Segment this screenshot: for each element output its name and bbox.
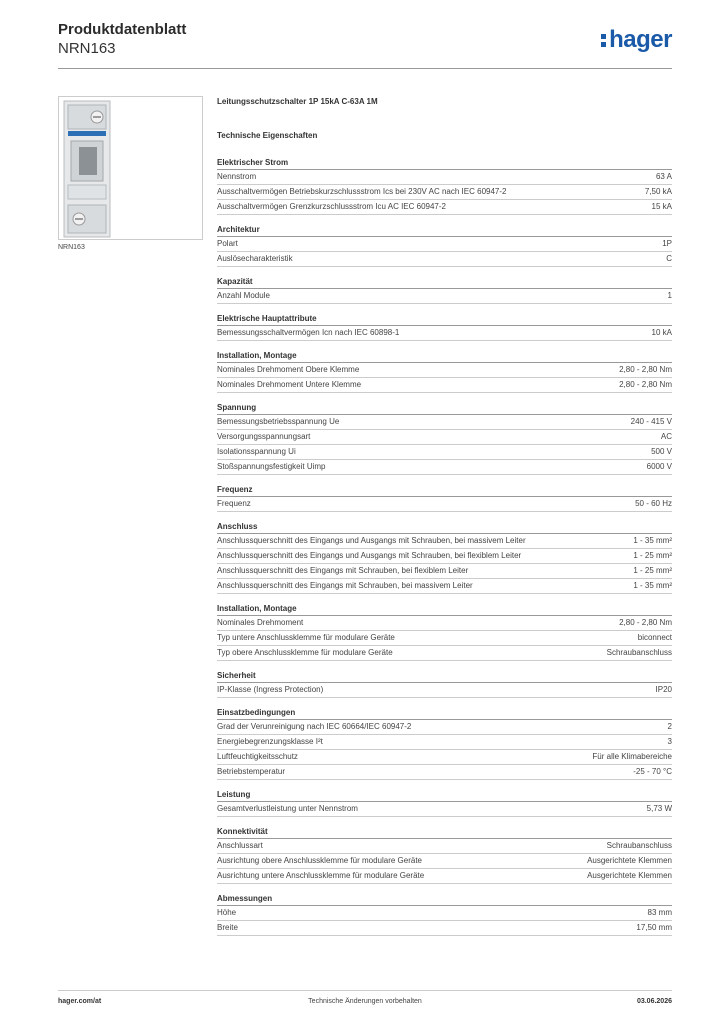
spec-content [217, 97, 672, 945]
header-divider [58, 68, 672, 69]
spec-value: 7,50 kA [644, 187, 672, 196]
spec-row [217, 839, 672, 854]
spec-section [217, 603, 672, 661]
spec-row [217, 921, 672, 936]
spec-row [217, 549, 672, 564]
spec-value: 2 [667, 722, 672, 731]
spec-label: Anschlussart [217, 841, 263, 850]
spec-value: Schraubanschluss [606, 841, 672, 850]
spec-section [217, 350, 672, 393]
spec-label: Nominales Drehmoment Untere Klemme [217, 380, 362, 389]
spec-section [217, 789, 672, 817]
spec-value: 1 [667, 291, 672, 300]
spec-row [217, 646, 672, 661]
spec-value: 50 - 60 Hz [635, 499, 672, 508]
product-code: NRN163 [58, 40, 116, 57]
product-name: Leitungsschutzschalter 1P 15kA C-63A 1M [217, 97, 378, 106]
section-title: Installation, Montage [217, 603, 672, 616]
section-title: Kapazität [217, 276, 672, 289]
spec-label: Isolationsspannung Ui [217, 447, 296, 456]
spec-label: IP-Klasse (Ingress Protection) [217, 685, 324, 694]
spec-value: Schraubanschluss [606, 648, 672, 657]
spec-row [217, 720, 672, 735]
spec-value: 2,80 - 2,80 Nm [619, 618, 672, 627]
spec-value: 10 kA [651, 328, 672, 337]
spec-row [217, 237, 672, 252]
spec-row [217, 765, 672, 780]
spec-value: 1 - 25 mm² [633, 566, 672, 575]
spec-value: 17,50 mm [636, 923, 672, 932]
spec-value: Ausgerichtete Klemmen [587, 856, 672, 865]
section-title: Leistung [217, 789, 672, 802]
spec-value: 500 V [651, 447, 672, 456]
spec-value: 1 - 35 mm² [633, 536, 672, 545]
spec-section [217, 707, 672, 780]
spec-label: Nominales Drehmoment [217, 618, 304, 627]
spec-label: Höhe [217, 908, 237, 917]
page-title: Produktdatenblatt [58, 21, 187, 38]
section-title: Abmessungen [217, 893, 672, 906]
spec-value: 15 kA [651, 202, 672, 211]
spec-label: Frequenz [217, 499, 251, 508]
spec-label: Grad der Verunreinigung nach IEC 60664/IEC 60947-2 [217, 722, 412, 731]
footer-date: 03.06.2026 [636, 998, 672, 1005]
spec-label: Luftfeuchtigkeitsschutz [217, 752, 298, 761]
spec-section [217, 402, 672, 475]
footer-website-link[interactable]: hager.com/at [58, 998, 102, 1005]
footer-disclaimer: Technische Änderungen vorbehalten [308, 998, 422, 1005]
spec-row [217, 750, 672, 765]
spec-value: AC [660, 432, 672, 441]
spec-label: Anschlussquerschnitt des Eingangs und Ausgangs mit Schrauben, bei flexiblem Leiter [217, 551, 522, 560]
spec-value: Für alle Klimabereiche [592, 752, 672, 761]
spec-value: 2,80 - 2,80 Nm [619, 365, 672, 374]
spec-value: biconnect [637, 633, 672, 642]
spec-row [217, 289, 672, 304]
product-image [58, 96, 203, 240]
spec-row [217, 906, 672, 921]
spec-row [217, 200, 672, 215]
spec-value: 83 mm [647, 908, 672, 917]
tech-heading: Technische Eigenschaften [217, 131, 318, 140]
spec-label: Auslösecharakteristik [217, 254, 293, 263]
spec-row [217, 579, 672, 594]
spec-value: 6000 V [646, 462, 672, 471]
spec-value: IP20 [655, 685, 672, 694]
spec-section [217, 157, 672, 215]
spec-section [217, 893, 672, 936]
spec-value: 2,80 - 2,80 Nm [619, 380, 672, 389]
section-title: Anschluss [217, 521, 672, 534]
spec-sections [217, 157, 672, 936]
hager-logo [601, 26, 672, 54]
section-title: Elektrische Hauptattribute [217, 313, 672, 326]
section-title: Frequenz [217, 484, 672, 497]
spec-label: Ausschaltvermögen Betriebskurzschlussstrom Ics bei 230V AC nach IEC 60947-2 [217, 187, 507, 196]
spec-label: Anschlussquerschnitt des Eingangs mit Schrauben, bei massivem Leiter [217, 581, 473, 590]
section-title: Spannung [217, 402, 672, 415]
section-title: Sicherheit [217, 670, 672, 683]
spec-row [217, 252, 672, 267]
spec-row [217, 534, 672, 549]
spec-row [217, 497, 672, 512]
spec-row [217, 616, 672, 631]
spec-row [217, 869, 672, 884]
spec-section [217, 224, 672, 267]
spec-row [217, 415, 672, 430]
spec-row [217, 631, 672, 646]
page-header [58, 20, 672, 68]
spec-row [217, 185, 672, 200]
spec-label: Anschlussquerschnitt des Eingangs mit Schrauben, bei flexiblem Leiter [217, 566, 469, 575]
spec-section [217, 826, 672, 884]
spec-value: 5,73 W [646, 804, 672, 813]
spec-section [217, 276, 672, 304]
spec-value: 63 A [655, 172, 672, 181]
spec-label: Typ obere Anschlussklemme für modulare Geräte [217, 648, 393, 657]
spec-section [217, 313, 672, 341]
spec-label: Stoßspannungsfestigkeit Uimp [217, 462, 326, 471]
section-title: Architektur [217, 224, 672, 237]
spec-value: 1 - 35 mm² [633, 581, 672, 590]
spec-row [217, 430, 672, 445]
spec-label: Anschlussquerschnitt des Eingangs und Ausgangs mit Schrauben, bei massivem Leiter [217, 536, 526, 545]
spec-label: Gesamtverlustleistung unter Nennstrom [217, 804, 358, 813]
spec-row [217, 378, 672, 393]
section-title: Elektrischer Strom [217, 157, 672, 170]
spec-row [217, 445, 672, 460]
spec-row [217, 564, 672, 579]
spec-row [217, 170, 672, 185]
spec-row [217, 683, 672, 698]
spec-value: 1P [662, 239, 672, 248]
spec-section [217, 521, 672, 594]
spec-row [217, 854, 672, 869]
spec-label: Ausschaltvermögen Grenzkurzschlussstrom Icu AC IEC 60947-2 [217, 202, 446, 211]
spec-value: 1 - 25 mm² [633, 551, 672, 560]
spec-row [217, 735, 672, 750]
spec-row [217, 802, 672, 817]
spec-section [217, 484, 672, 512]
spec-label: Ausrichtung untere Anschlussklemme für modulare Geräte [217, 871, 425, 880]
logo-dots-icon [601, 31, 607, 50]
spec-value: -25 - 70 °C [633, 767, 672, 776]
spec-label: Anzahl Module [217, 291, 270, 300]
spec-label: Nennstrom [217, 172, 257, 181]
spec-row [217, 363, 672, 378]
spec-label: Typ untere Anschlussklemme für modulare Geräte [217, 633, 395, 642]
spec-label: Polart [217, 239, 238, 248]
spec-label: Energiebegrenzungsklasse I²t [217, 737, 323, 746]
spec-label: Versorgungsspannungsart [217, 432, 311, 441]
spec-section [217, 670, 672, 698]
spec-row [217, 460, 672, 475]
spec-label: Ausrichtung obere Anschlussklemme für modulare Geräte [217, 856, 422, 865]
spec-value: Ausgerichtete Klemmen [587, 871, 672, 880]
spec-value: 240 - 415 V [630, 417, 672, 426]
spec-row [217, 326, 672, 341]
spec-value: C [666, 254, 672, 263]
spec-label: Nominales Drehmoment Obere Klemme [217, 365, 360, 374]
footer-divider [58, 990, 672, 991]
spec-label: Bemessungsbetriebsspannung Ue [217, 417, 340, 426]
section-title: Einsatzbedingungen [217, 707, 672, 720]
section-title: Konnektivität [217, 826, 672, 839]
spec-value: 3 [667, 737, 672, 746]
spec-label: Bemessungsschaltvermögen Icn nach IEC 60898-1 [217, 328, 400, 337]
spec-label: Betriebstemperatur [217, 767, 286, 776]
section-title: Installation, Montage [217, 350, 672, 363]
spec-label: Breite [217, 923, 238, 932]
logo-text: hager [609, 26, 672, 53]
image-caption: NRN163 [58, 244, 85, 251]
circuit-breaker-icon [59, 97, 202, 239]
